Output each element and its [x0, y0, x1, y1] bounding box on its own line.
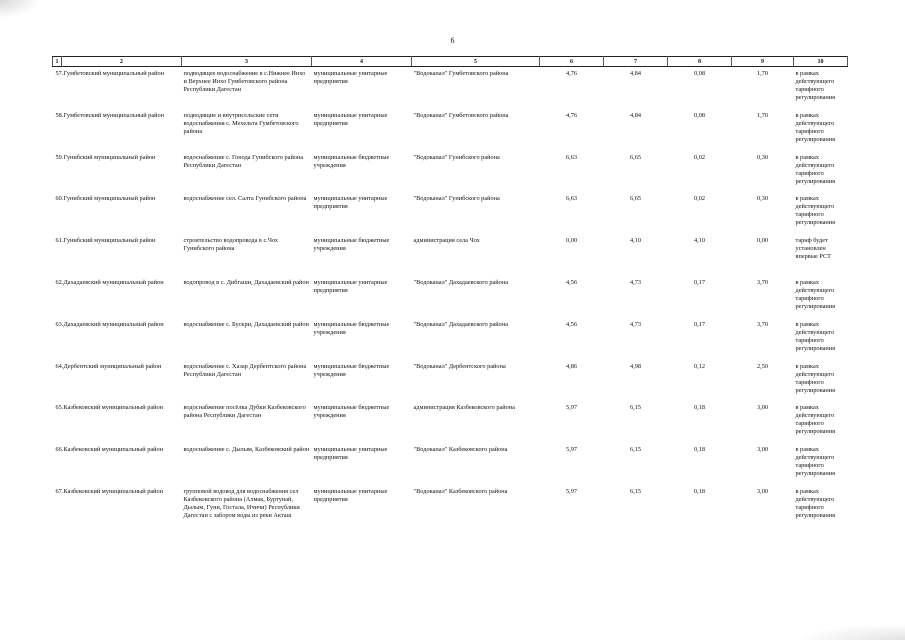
value-cell-8: 4,10: [693, 237, 706, 245]
organization-type-cell: муниципальные бюджетные учреждения: [313, 404, 390, 420]
note-cell: в рамках действующего тарифного регулирования: [795, 362, 836, 394]
row-number: 67.: [55, 487, 64, 495]
value-cell-6: 4,56: [565, 278, 578, 286]
organization-type-cell: муниципальные бюджетные учреждения: [313, 237, 390, 253]
note-cell: в рамках действующего тарифного регулирования: [795, 111, 836, 143]
project-cell: водоснабжение с. Гонода Гунибского района Республики Дагестан: [183, 153, 304, 169]
value-cell-9: 1,70: [756, 70, 769, 77]
project-cell: групповой водовод для водоснабжения сел Казбековского района (Алмак, Буртунай, Дылым, Гуни, Гостала, Ичичи) Республики Дагестан с забором воды из реки Акташ: [183, 487, 300, 519]
value-cell-7: 4,84: [629, 70, 642, 77]
value-cell-9: 1,70: [756, 111, 769, 119]
organization-type-cell: муниципальные бюджетные учреждения: [313, 320, 390, 336]
district-cell: Казбековский муниципальный район: [63, 487, 164, 495]
organization-type-cell: муниципальные унитарные предприятия: [313, 70, 388, 85]
organization-type-cell: муниципальные унитарные предприятия: [313, 195, 388, 211]
project-cell: строительство водопровода в с.Чох Гунибского района: [183, 237, 279, 253]
project-cell: водоснабжение с. Дылым, Казбековский район: [183, 446, 310, 454]
organization-type-cell: муниципальные унитарные предприятия: [313, 111, 388, 127]
value-cell-7: 6,15: [629, 446, 642, 454]
organization-cell: администрация села Чох: [413, 237, 480, 245]
column-header: 8: [668, 57, 732, 67]
value-cell-7: 4,73: [629, 278, 642, 286]
table-row: [53, 485, 848, 544]
district-cell: Гумбетовский муниципальный район: [63, 70, 165, 77]
table-row: [53, 443, 848, 485]
row-number: 64.: [55, 362, 64, 370]
project-cell: водоснабжение посёлка Дубки Казбековского района Республики Дагестан: [183, 404, 306, 420]
value-cell-7: 6,65: [629, 153, 642, 161]
table-row: [53, 234, 848, 276]
column-header: 2: [62, 57, 182, 67]
value-cell-6: 6,63: [565, 153, 578, 161]
column-header: 3: [182, 57, 312, 67]
organization-cell: "Водоканал" Казбековского района: [413, 446, 508, 454]
row-number: 65.: [55, 404, 64, 412]
organization-type-cell: муниципальные унитарные предприятия: [313, 487, 388, 503]
note-cell: в рамках действующего тарифного регулирования: [795, 70, 836, 101]
row-number: 66.: [55, 446, 64, 454]
column-header: 1: [53, 57, 62, 67]
column-header: 5: [412, 57, 540, 67]
organization-type-cell: муниципальные унитарные предприятия: [313, 446, 388, 462]
table-row: [53, 401, 848, 443]
row-number: 59.: [55, 153, 64, 161]
scan-smudge: [0, 0, 40, 18]
value-cell-8: 0,18: [693, 487, 706, 495]
tariff-table-sheet: [52, 56, 847, 544]
value-cell-7: 6,15: [629, 487, 642, 495]
value-cell-6: 5,97: [565, 404, 578, 412]
value-cell-8: 0,08: [693, 70, 706, 77]
value-cell-7: 4,10: [629, 237, 642, 245]
district-cell: Гунибский муниципальный район: [63, 153, 156, 161]
row-number: 58.: [55, 111, 64, 119]
table-row: [53, 67, 848, 109]
value-cell-8: 0,02: [693, 195, 706, 203]
value-cell-6: 4,76: [565, 111, 578, 119]
organization-type-cell: муниципальные бюджетные учреждения: [313, 153, 390, 169]
note-cell: в рамках действующего тарифного регулирования: [795, 153, 836, 185]
value-cell-7: 4,73: [629, 320, 642, 328]
value-cell-7: 6,65: [629, 195, 642, 203]
column-header: 4: [312, 57, 412, 67]
value-cell-7: 6,15: [629, 404, 642, 412]
project-cell: водоснабжение сел. Салта Гунибского района: [183, 195, 307, 203]
value-cell-7: 4,84: [629, 111, 642, 119]
row-number: 63.: [55, 320, 64, 328]
tariff-table: [52, 56, 848, 544]
table-row: [53, 318, 848, 360]
page-number: 6: [450, 36, 455, 45]
row-number: 62.: [55, 278, 64, 286]
note-cell: в рамках действующего тарифного регулирования: [795, 195, 836, 227]
organization-cell: "Водоканал" Казбековского района: [413, 487, 508, 495]
organization-cell: "Водоканал" Гумбетовского района: [413, 70, 509, 77]
row-number: 61.: [55, 237, 64, 245]
organization-cell: администрация Казбековского района: [413, 404, 515, 412]
project-cell: водопровод в с. Дибгаши, Дахадаевский район: [183, 278, 309, 286]
organization-cell: "Водоканал" Дербентского района: [413, 362, 506, 370]
project-cell: водоснабжение с. Бускри, Дахадаевский район: [183, 320, 309, 328]
value-cell-8: 0,02: [693, 153, 706, 161]
organization-cell: "Водоканал" Гунибского района: [413, 153, 500, 161]
value-cell-9: 3,00: [756, 404, 769, 412]
district-cell: Казбековский муниципальный район: [63, 404, 164, 412]
value-cell-6: 0,00: [565, 237, 578, 245]
row-number: 60.: [55, 195, 64, 203]
value-cell-8: 0,12: [693, 362, 706, 370]
column-header: 10: [794, 57, 848, 67]
value-cell-9: 3,70: [756, 320, 769, 328]
organization-cell: "Водоканал" Дахадаевского района: [413, 320, 508, 328]
table-row: [53, 360, 848, 402]
value-cell-9: 0,30: [756, 153, 769, 161]
district-cell: Гунибский муниципальный район: [63, 195, 156, 203]
table-row: [53, 276, 848, 318]
note-cell: в рамках действующего тарифного регулирования: [795, 446, 836, 478]
value-cell-6: 5,97: [565, 446, 578, 454]
organization-cell: "Водоканал" Дахадаевского района: [413, 278, 508, 286]
value-cell-9: 3,70: [756, 278, 769, 286]
table-row: [53, 109, 848, 151]
table-body: [53, 67, 848, 544]
table-row: [53, 192, 848, 234]
column-header: 9: [732, 57, 794, 67]
value-cell-9: 0,00: [756, 237, 769, 245]
note-cell: в рамках действующего тарифного регулирования: [795, 320, 836, 352]
scan-smudge: [795, 624, 905, 640]
value-cell-6: 5,97: [565, 487, 578, 495]
value-cell-6: 4,86: [565, 362, 578, 370]
value-cell-9: 3,00: [756, 487, 769, 495]
value-cell-6: 4,56: [565, 320, 578, 328]
organization-cell: "Водоканал" Гумбетовского района: [413, 111, 509, 119]
value-cell-8: 0,08: [693, 111, 706, 119]
row-number: 57.: [55, 70, 64, 77]
note-cell: в рамках действующего тарифного регулирования: [795, 404, 836, 436]
district-cell: Казбековский муниципальный район: [63, 446, 164, 454]
organization-cell: "Водоканал" Гунибского района: [413, 195, 500, 203]
note-cell: в рамках действующего тарифного регулирования: [795, 487, 836, 519]
note-cell: тариф будет установлен впервые РСТ: [795, 237, 831, 261]
value-cell-9: 2,50: [756, 362, 769, 370]
organization-type-cell: муниципальные бюджетные учреждения: [313, 362, 390, 378]
organization-type-cell: муниципальные унитарные предприятия: [313, 278, 388, 294]
value-cell-9: 3,00: [756, 446, 769, 454]
district-cell: Дербентский муниципальный район: [63, 362, 162, 370]
value-cell-9: 0,30: [756, 195, 769, 203]
value-cell-8: 0,18: [693, 446, 706, 454]
district-cell: Гумбетовский муниципальный район: [63, 111, 165, 119]
value-cell-8: 0,17: [693, 320, 706, 328]
district-cell: Гунибский муниципальный район: [63, 237, 156, 245]
value-cell-7: 4,98: [629, 362, 642, 370]
district-cell: Дахадаевский муниципальный район: [63, 278, 164, 286]
note-cell: в рамках действующего тарифного регулирования: [795, 278, 836, 310]
project-cell: подводящее водоснабжение в с.Нижнее Инхо и Верхнее Инхо Гумбетовского района Республики Дагестан: [183, 70, 306, 93]
project-cell: водоснабжение с. Хазар Дербентского района Республики Дагестан: [183, 362, 307, 378]
project-cell: подводящие и внутрисельские сети водоснабжения с. Мехельта Гумбетовского района: [183, 111, 299, 135]
table-header-row: [53, 57, 848, 67]
value-cell-6: 4,76: [565, 70, 578, 77]
value-cell-8: 0,17: [693, 278, 706, 286]
value-cell-6: 6,63: [565, 195, 578, 203]
district-cell: Дахадаевский муниципальный район: [63, 320, 164, 328]
value-cell-8: 0,18: [693, 404, 706, 412]
column-header: 7: [604, 57, 668, 67]
column-header: 6: [540, 57, 604, 67]
table-row: [53, 151, 848, 193]
